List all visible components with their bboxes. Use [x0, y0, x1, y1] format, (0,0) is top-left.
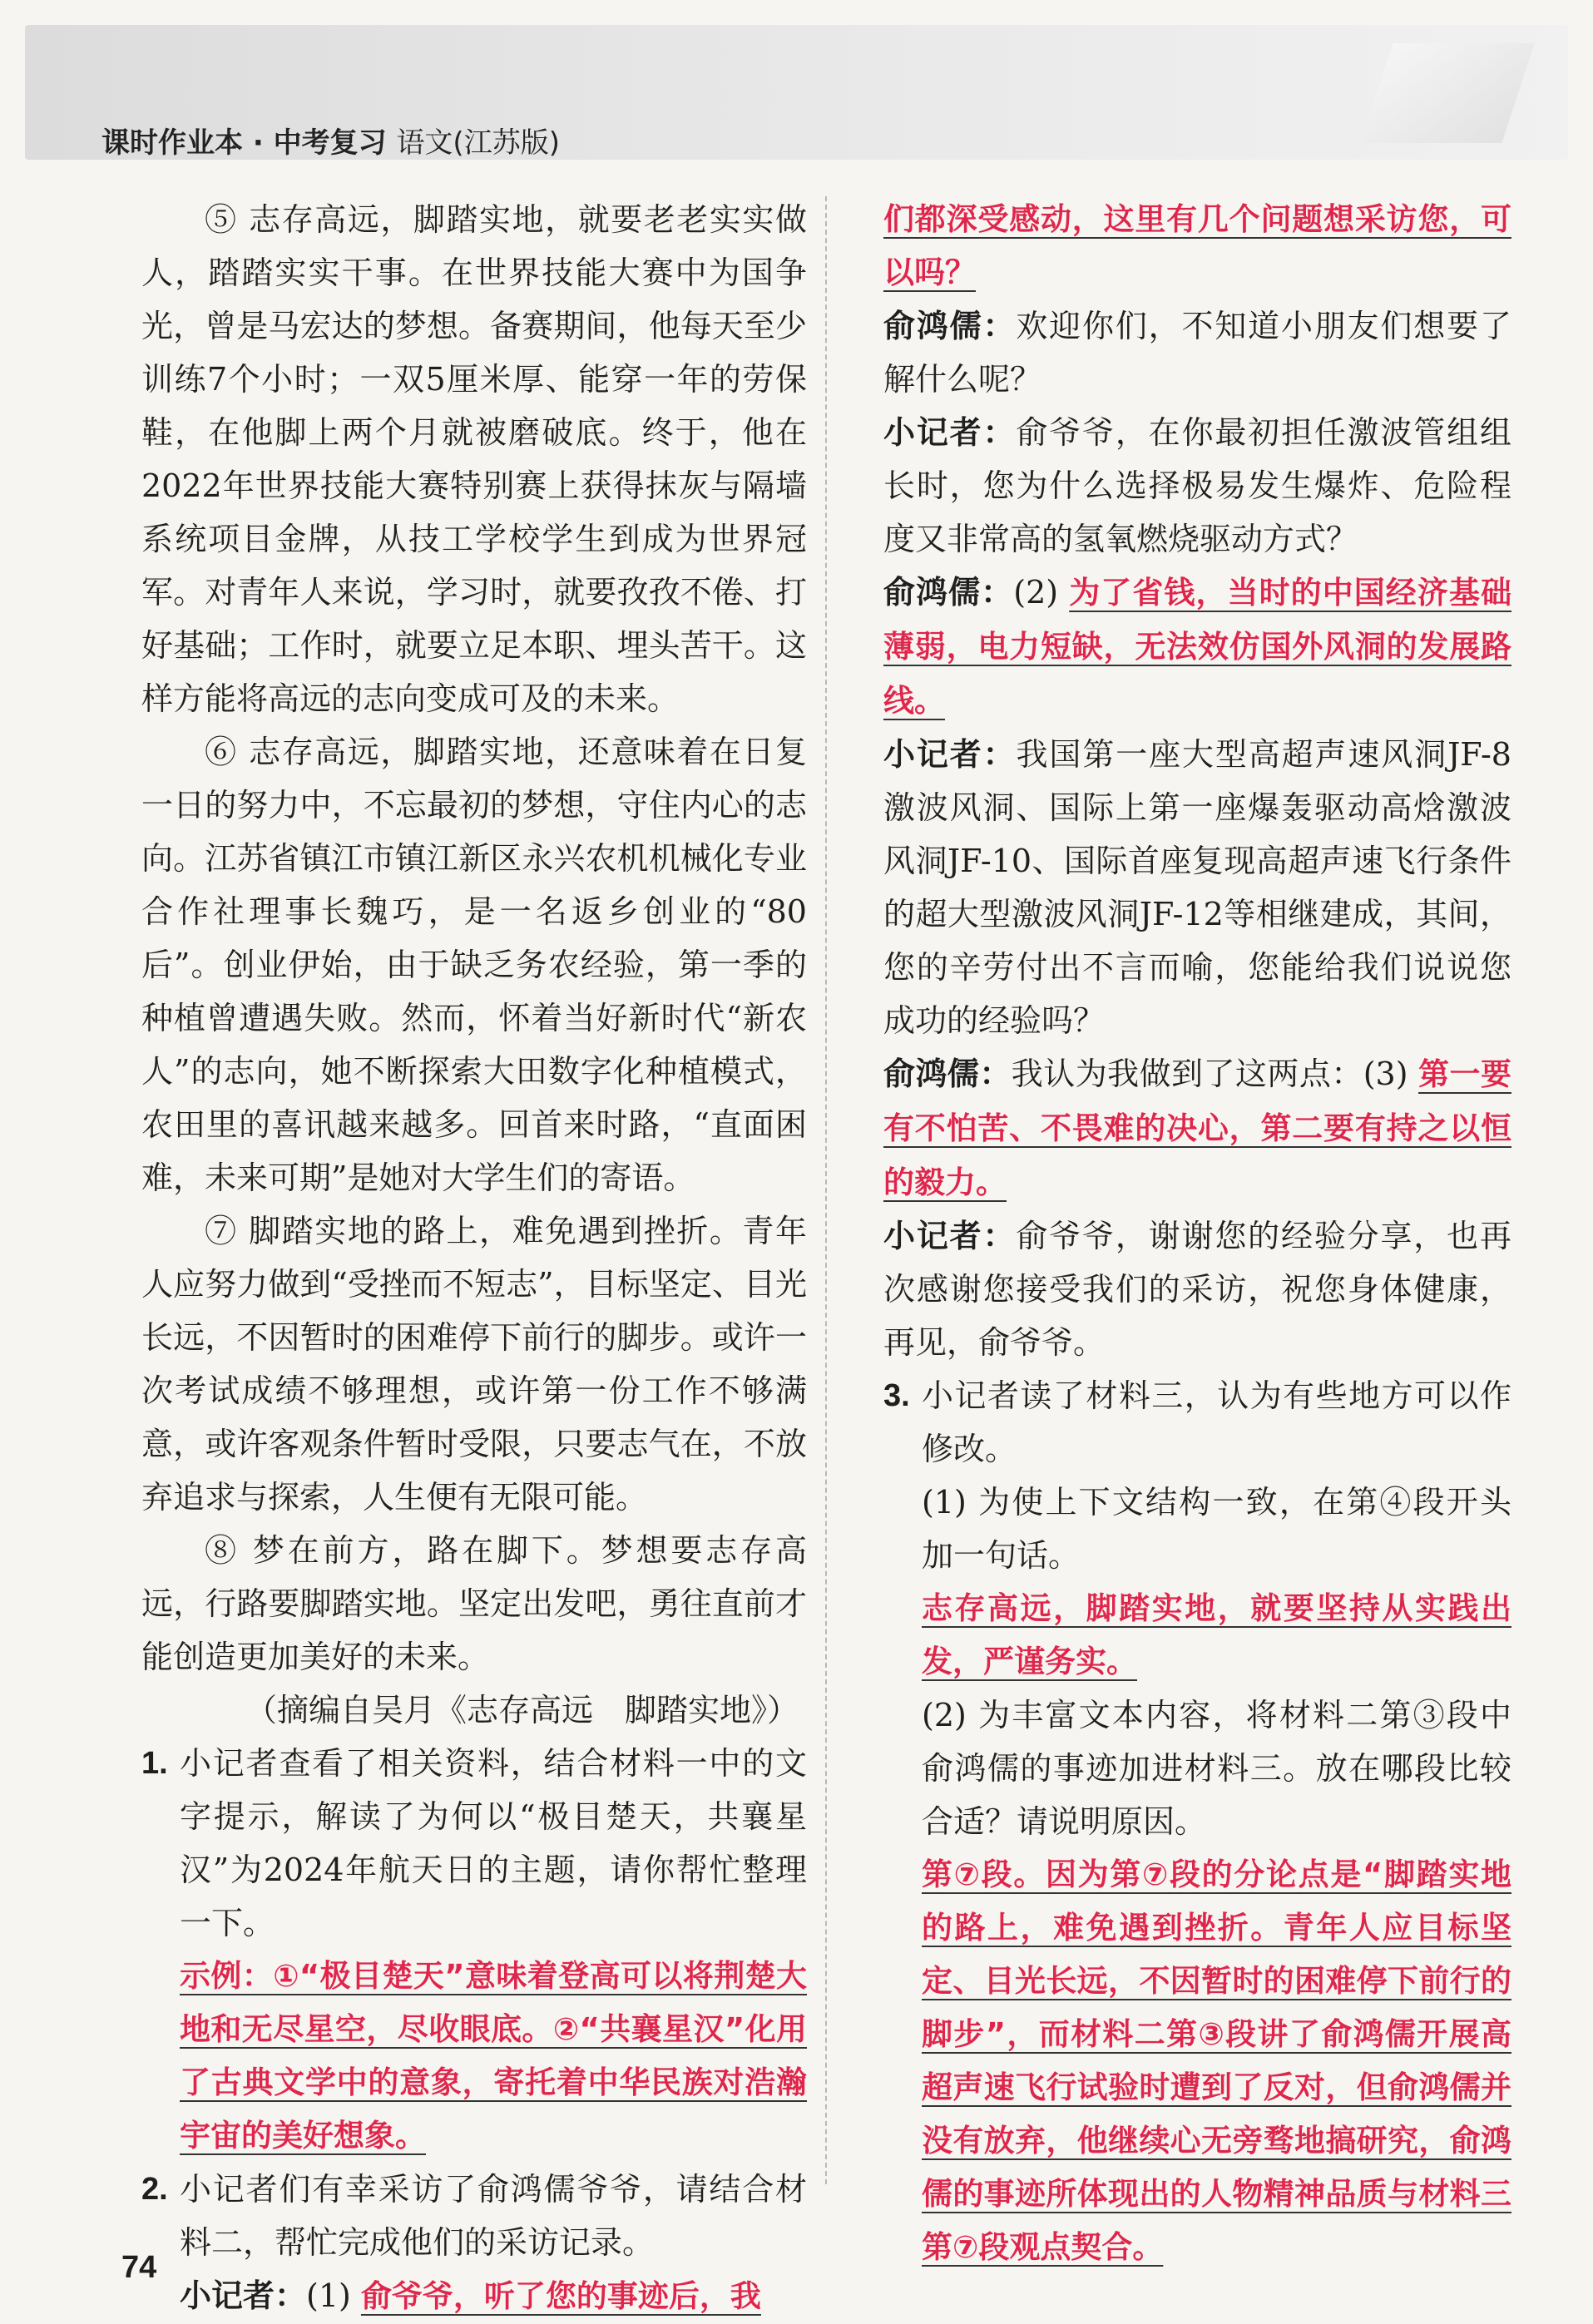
paragraph-8: ⑧ 梦在前方，路在脚下。梦想要志存高远，行路要脚踏实地。坚定出发吧，勇往直前才能创造更加美好的未来。 — [141, 1532, 807, 1675]
dialogue-text: 俞爷爷，谢谢您的经验分享，也再次感谢您接受我们的采访，祝您身体健康，再见，俞爷爷。 — [883, 1218, 1511, 1361]
dialogue-line — [883, 1047, 1511, 1209]
answer-text — [180, 1950, 807, 2163]
left-column — [141, 193, 807, 2323]
answer-underlined: 们都深受感动，这里有几个问题想采访您，可以吗？ — [883, 201, 1511, 290]
blank-label: (2) — [1013, 574, 1059, 611]
page-number: 74 — [121, 2250, 157, 2285]
speaker-label: 俞鸿儒： — [883, 308, 1017, 344]
question-2 — [141, 2163, 807, 2323]
sub-question-2: (2) 为丰富文本内容，将材料二第③段中俞鸿儒的事迹加进材料三。放在哪段比较合适？请说明原因。 — [922, 1697, 1511, 1840]
question-3 — [883, 1369, 1511, 2274]
answer-continued — [883, 193, 1511, 299]
question-1 — [141, 1737, 807, 2163]
page-header — [25, 25, 1568, 160]
question-text: 小记者们有幸采访了俞鸿儒爷爷，请结合材料二，帮忙完成他们的采访记录。 — [180, 2171, 807, 2261]
answer-text: 第一要有不怕苦、不畏难的决心，第二要有持之以恒的毅力。 — [883, 1056, 1511, 1200]
answer-text — [922, 1848, 1511, 2274]
dialogue-line — [883, 566, 1511, 728]
blank-label: (3) — [1363, 1056, 1408, 1092]
dialogue-line — [883, 406, 1511, 566]
answer-underlined: 志存高远，脚踏实地，就要坚持从实践出发，严谨务实。 — [922, 1590, 1511, 1679]
book-series: 课时作业本 · 中考复习 — [101, 126, 387, 160]
dialogue-text: 俞爷爷，在你最初担任激波管组组长时，您为什么选择极易发生爆炸、危险程度又非常高的氢氧燃烧驱动方式？ — [883, 414, 1511, 557]
dialogue-text: 我认为我做到了这两点： — [1011, 1056, 1363, 1092]
question-text: 小记者读了材料三，认为有些地方可以作修改。 — [922, 1377, 1511, 1467]
right-column — [883, 193, 1511, 2274]
header-decoration — [1361, 43, 1535, 143]
paragraph-6: ⑥ 志存高远，脚踏实地，还意味着在日复一日的努力中，不忘最初的梦想，守住内心的志向。江苏省镇江市镇江新区永兴农机机械化专业合作社理事长魏巧，是一名返乡创业的“80后”。创业伊始，由于缺乏务农经验，第一季的种植曾遭遇失败。然而，怀着当好新时代“新农人”的志向，她不断探索大田数字化种植模式，农田里的喜讯越来越多。回首来时路，“直面困难，未来可期”是她对大学生们的寄语。 — [141, 734, 807, 1196]
question-text: 小记者查看了相关资料，结合材料一中的文字提示，解读了为何以“极目楚天，共襄星汉”为2024年航天日的主题，请你帮忙整理一下。 — [180, 1745, 807, 1941]
paragraph-5: ⑤ 志存高远，脚踏实地，就要老老实实做人，踏踏实实干事。在世界技能大赛中为国争光，曾是马宏达的梦想。备赛期间，他每天至少训练7个小时；一双5厘米厚、能穿一年的劳保鞋，在他脚上两个月就被磨破底。终于，他在2022年世界技能大赛特别赛上获得抹灰与隔墙系统项目金牌，从技工学校学生到成为世界冠军。对青年人来说，学习时，就要孜孜不倦、打好基础；工作时，就要立足本职、埋头苦干。这样方能将高远的志向变成可及的未来。 — [141, 201, 807, 717]
answer-underlined: 第⑦段。因为第⑦段的分论点是“脚踏实地的路上，难免遇到挫折。青年人应目标坚定、目光长远，不因暂时的困难停下前行的脚步”，而材料二第③段讲了俞鸿儒开展高超声速飞行试验时遭到了反对，但俞鸿儒并没有放弃，他继续心无旁骛地搞研究，俞鸿儒的事迹所体现出的人物精神品质与材料三第⑦段观点契合。 — [922, 1857, 1511, 2265]
paragraph-7: ⑦ 脚踏实地的路上，难免遇到挫折。青年人应努力做到“受挫而不短志”，目标坚定、目光长远，不因暂时的困难停下前行的脚步。或许一次考试成绩不够理想，或许第一份工作不够满意，或许客观条件暂时受限，只要志气在，不放弃追求与探索，人生便有无限可能。 — [141, 1213, 807, 1516]
speaker-label: 俞鸿儒： — [883, 574, 1014, 611]
answer-text: 为了省钱，当时的中国经济基础薄弱，电力短缺，无法效仿国外风洞的发展路线。 — [883, 575, 1511, 719]
sub-question-1: (1) 为使上下文结构一致，在第④段开头加一句话。 — [922, 1484, 1511, 1574]
answer-underlined: 示例：①“极目楚天”意味着登高可以将荆楚大地和无尽星空，尽收眼底。②“共襄星汉”化用了古典文学中的意象，寄托着中华民族对浩瀚宇宙的美好想象。 — [180, 1958, 807, 2153]
column-divider — [825, 196, 827, 2184]
dialogue-text: 我国第一座大型高超声速风洞JF-8激波风洞、国际上第一座爆轰驱动高焓激波风洞JF-10、国际首座复现高超声速飞行条件的超大型激波风洞JF-12等相继建成，其间，您的辛劳付出不言而喻，您能给我们说说您成功的经验吗？ — [883, 736, 1511, 1039]
question-number: 3. — [883, 1378, 910, 1413]
book-subject: 语文(江苏版) — [396, 126, 560, 160]
dialogue-line — [883, 1209, 1511, 1369]
answer-text — [922, 1582, 1511, 1689]
speaker-label: 小记者： — [883, 414, 1017, 451]
speaker-label: 小记者： — [883, 1218, 1017, 1254]
interview-line — [180, 2269, 807, 2323]
question-number: 2. — [141, 2172, 168, 2207]
book-title — [101, 120, 560, 161]
answer-text: 俞爷爷，听了您的事迹后，我 — [360, 2278, 761, 2314]
speaker-label: 小记者： — [883, 736, 1017, 773]
dialogue-line — [883, 299, 1511, 406]
blank-label: (1) — [306, 2277, 351, 2314]
dialogue-text: 欢迎你们，不知道小朋友们想要了解什么呢？ — [883, 308, 1511, 398]
article-source: （摘编自吴月《志存高远 脚踏实地》） — [245, 1692, 799, 1728]
speaker-label: 小记者： — [180, 2277, 307, 2314]
dialogue-line — [883, 728, 1511, 1047]
question-number: 1. — [141, 1746, 168, 1781]
speaker-label: 俞鸿儒： — [883, 1056, 1012, 1092]
